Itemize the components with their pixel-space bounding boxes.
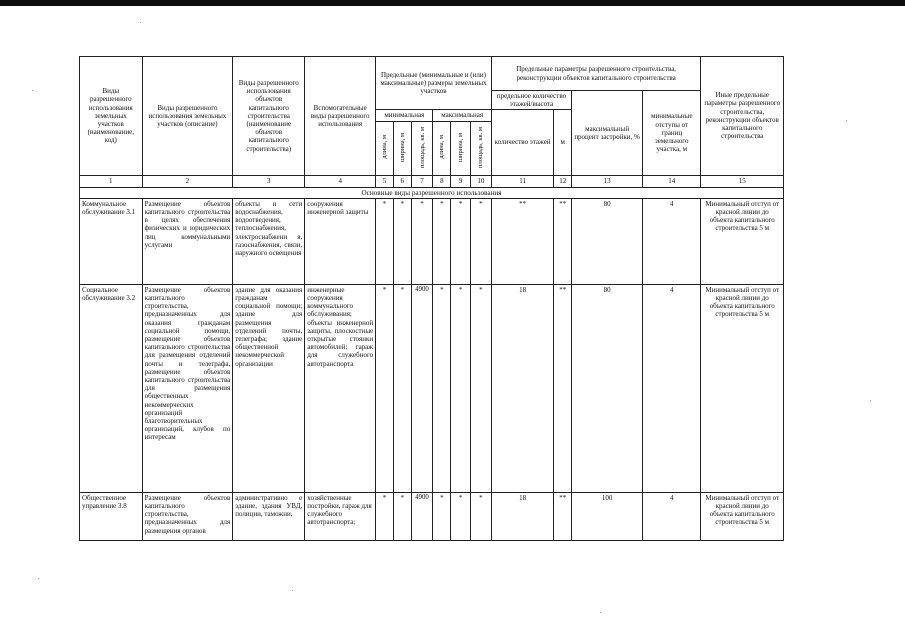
header-land-use-name: Виды разрешенного использования земельных участков (наименование, код)	[80, 57, 143, 176]
cell-min-width: *	[393, 284, 411, 492]
header-construction-params: Предельные параметры разрешенного строительства, реконструкции объектов капитального строительства	[491, 57, 701, 91]
row-description: Размещение объектов капитального строительства в целях обеспечения физических и юридических лиц коммунальными услугами	[142, 198, 233, 284]
cell-min-length: *	[376, 492, 394, 540]
cell-min-length: *	[376, 284, 394, 492]
scan-speck	[846, 120, 847, 121]
cell-max-width: *	[451, 284, 471, 492]
cell-min-length: *	[376, 198, 394, 284]
cell-min-area: 4900	[411, 492, 433, 540]
column-number: 12	[554, 175, 572, 187]
row-land-use-name: Социальное обслуживание 3.2	[80, 284, 143, 492]
cell-max-length: *	[433, 284, 451, 492]
row-objects: административно е здание, здания УВД, полиции, таможни,	[233, 492, 305, 540]
cell-height: **	[554, 198, 572, 284]
row-auxiliary: сооружения инженерной защиты	[305, 198, 376, 284]
header-min-width: ширина, м	[398, 132, 406, 162]
zoning-regulations-table	[79, 56, 784, 541]
scan-speck	[870, 400, 871, 401]
cell-min-setback: 4	[643, 284, 701, 492]
header-max-width: ширина, м	[457, 132, 465, 162]
header-max-length: длина, м	[438, 135, 446, 159]
header-building-use: Виды разрешенного использования объектов капитального строительства (наименование объектов капитального строительства)	[233, 57, 305, 176]
column-number: 5	[376, 175, 394, 187]
column-number: 10	[471, 175, 492, 187]
row-land-use-name: Общественное управление 3.8	[80, 492, 143, 540]
header-minimum: минимальная	[376, 110, 433, 121]
cell-min-area: *	[411, 198, 433, 284]
cell-floors: 18	[491, 284, 554, 492]
header-max-percent: максимальный процент застройки, %	[572, 91, 643, 176]
row-description: Размещение объектов капитального строительства, предназначенных для размещения органов	[142, 492, 233, 540]
cell-height: **	[554, 284, 572, 492]
scan-top-edge	[0, 0, 905, 6]
cell-min-width: *	[393, 492, 411, 540]
column-number: 6	[393, 175, 411, 187]
cell-max-width: *	[451, 492, 471, 540]
header-land-use-description: Виды разрешенного использования земельных участков (описание)	[142, 57, 233, 176]
header-min-setback: минимальные отступы от границ земельного участка, м	[643, 91, 701, 176]
cell-min-setback: 4	[643, 198, 701, 284]
scan-speck	[140, 22, 141, 23]
cell-max-width: *	[451, 198, 471, 284]
scan-speck	[292, 590, 293, 591]
header-row	[80, 57, 784, 91]
cell-max-length: *	[433, 492, 451, 540]
cell-other-params: Минимальный отступ от красной линии до объекта капитального строительства 5 м	[701, 284, 784, 492]
section-title: Основные виды разрешенного использования	[80, 187, 784, 198]
header-auxiliary-use: Вспомогательные виды разрешенного использования	[305, 57, 376, 176]
column-number: 15	[701, 175, 784, 187]
column-number: 7	[411, 175, 433, 187]
column-number: 4	[305, 175, 376, 187]
header-min-length: длина, м	[381, 135, 388, 159]
section-row	[80, 187, 784, 198]
row-auxiliary: инженерные сооружения коммунального обслуживания; объекты инженерной защиты, плоскостные открытые стоянки автомобилей; гараж для служебного автотранспорта	[305, 284, 376, 492]
scan-speck	[32, 90, 33, 91]
scan-speck	[38, 578, 39, 579]
column-number: 1	[80, 175, 143, 187]
column-number: 14	[643, 175, 701, 187]
cell-max-percent: 80	[572, 284, 643, 492]
header-other-params: Иные предельные параметры разрешенного строительства, реконструкции объектов капитального строительства	[701, 57, 784, 176]
header-maximum: максимальная	[433, 110, 491, 121]
cell-other-params: Минимальный отступ от красной линии до объекта капитального строительства 5 м	[701, 198, 784, 284]
column-number: 13	[572, 175, 643, 187]
table-row	[80, 198, 784, 284]
row-auxiliary: хозяйственные постройки, гараж для служебного автотранспорта;	[305, 492, 376, 540]
column-number: 9	[451, 175, 471, 187]
header-height-m: м	[554, 110, 572, 175]
row-objects: объекты и сети водоснабжения, водоотведения, теплоснабжения, электроснабжени я, газоснабжения, связи, наружного освещения	[233, 198, 305, 284]
row-objects: здание для оказания гражданам социальной помощи; здание для размещения отделений почты, телеграфа; здание общественной некоммерческой организации	[233, 284, 305, 492]
cell-max-percent: 80	[572, 198, 643, 284]
cell-min-width: *	[393, 198, 411, 284]
scan-speck	[600, 612, 601, 613]
column-number: 8	[433, 175, 451, 187]
column-number-row	[80, 175, 784, 187]
row-land-use-name: Коммунальное обслуживание 3.1	[80, 198, 143, 284]
header-plot-size-limits: Предельные (минимальные и (или) максимальные) размеры земельных участков	[376, 57, 492, 110]
table-row	[80, 284, 784, 492]
column-number: 11	[491, 175, 554, 187]
cell-floors: 18	[491, 492, 554, 540]
row-description: Размещение объектов капитального строительства, предназначенных для оказания гражданам социальной помощи, размещение объектов капитального строительства для размещения отделений почты и телеграфа, размещение объектов капитального строительства для размещения общественных некоммерческих организаций благотворительных организаций, клубов по интересам	[142, 284, 233, 492]
cell-floors: **	[491, 198, 554, 284]
header-max-area: площадь, кв. м	[477, 126, 485, 168]
column-number: 2	[142, 175, 233, 187]
table-row	[80, 492, 784, 540]
header-min-area: площадь, кв. м	[418, 126, 426, 168]
cell-max-length: *	[433, 198, 451, 284]
cell-height: **	[554, 492, 572, 540]
cell-max-area: *	[471, 198, 492, 284]
column-number: 3	[233, 175, 305, 187]
cell-min-setback: 4	[643, 492, 701, 540]
header-floors-count: количество этажей	[491, 110, 554, 175]
cell-max-area: *	[471, 284, 492, 492]
cell-min-area: 4900	[411, 284, 433, 492]
cell-max-area: *	[471, 492, 492, 540]
cell-max-percent: 100	[572, 492, 643, 540]
cell-other-params: Минимальный отступ от красной линии до объекта капитального строительства 5 м	[701, 492, 784, 540]
header-floors-height: предельное количество этажей/высота	[491, 91, 571, 110]
